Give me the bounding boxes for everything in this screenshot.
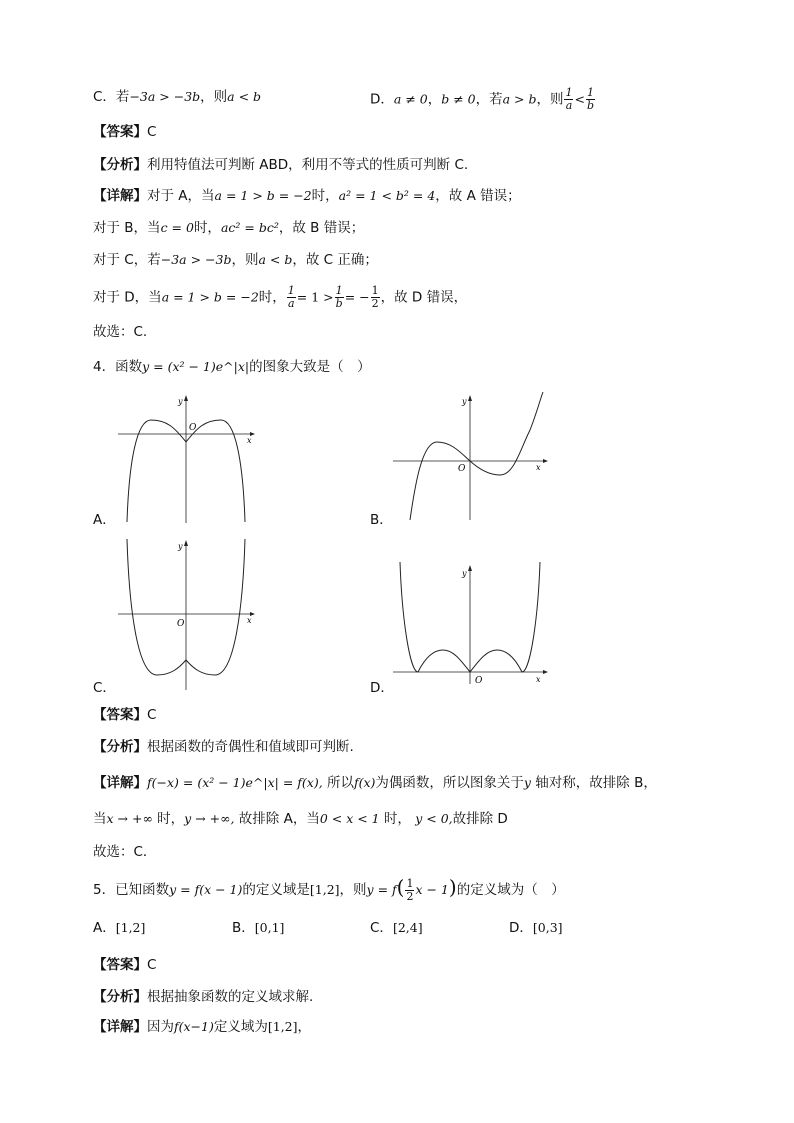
q3-option-c-math2: a < b [227, 89, 262, 104]
answer-tag: 【答案】 [93, 124, 147, 140]
conclusion-text: 故选：C. [93, 324, 148, 340]
q5-detail-1 [93, 1017, 311, 1037]
frac-den: a [288, 297, 295, 310]
math: y [523, 775, 531, 790]
option-value: [0,3] [532, 920, 563, 935]
graph-d [390, 560, 555, 690]
text: ，则 [339, 882, 367, 898]
graph-a [115, 390, 265, 525]
text: 时， [258, 289, 286, 306]
q3-option-d-m3: a > b [502, 91, 537, 107]
origin-label: O [189, 423, 197, 433]
math: f(x) [353, 775, 376, 790]
q5-option-b [232, 918, 284, 938]
y-axis-label: y [462, 397, 467, 406]
text: 对于 D，当 [93, 289, 162, 306]
paren-close: ) [448, 875, 457, 899]
math: a = 1 > b = −2 [161, 289, 259, 305]
y-axis-arrow [468, 565, 472, 571]
y-axis-arrow [184, 395, 188, 401]
text: 当 [93, 811, 107, 827]
x-axis-label: x [536, 463, 541, 472]
math: −3a > −3b [160, 252, 232, 267]
frac-num: 1 [586, 86, 594, 99]
text: 定义域为 [213, 1019, 268, 1035]
paren-open: ( [396, 875, 405, 899]
q5-stem [93, 877, 565, 903]
origin-label: O [177, 619, 185, 629]
answer-value: C [147, 707, 157, 723]
q4-conclusion [93, 842, 156, 862]
text: 轴对称，故排除 B， [535, 775, 657, 791]
frac-den: 2 [406, 889, 414, 903]
option-value: [1,2] [115, 920, 146, 935]
math: c = 0 [160, 220, 194, 235]
analysis-text: 利用特值法可判断 ABD，利用不等式的性质可判断 C. [147, 157, 469, 173]
analysis-text: 根据函数的奇偶性和值域即可判断. [147, 739, 354, 755]
text: 对于 B，当 [93, 220, 161, 236]
text: 时， [193, 220, 221, 236]
text: ，则 [231, 252, 259, 268]
analysis-text: 根据抽象函数的定义域求解. [147, 989, 314, 1005]
y-axis-arrow [468, 395, 472, 401]
text: 的图象大致是（ ） [249, 359, 371, 375]
q3-option-c-math1: −3a > −3b [129, 89, 201, 104]
q3-option-d [370, 87, 596, 112]
frac-num: 1 [565, 86, 573, 99]
q4-detail-1 [93, 773, 657, 793]
q3-option-d-s1: ， [427, 91, 442, 108]
math: y < 0, [415, 811, 453, 826]
math: f(x−1) [174, 1019, 214, 1034]
y-axis-arrow [184, 540, 188, 546]
text: 时， [311, 188, 339, 204]
frac-num: 1 [287, 284, 295, 297]
frac-1-over-a [287, 285, 296, 310]
q3-detail-3 [93, 250, 378, 270]
q4-answer [93, 705, 156, 725]
x-axis-label: x [247, 616, 252, 625]
math: y = f [366, 882, 397, 897]
math: [1,2] [267, 1019, 298, 1034]
answer-value: C [147, 957, 157, 973]
text: 的定义域为（ ） [456, 882, 565, 898]
q5-option-d [509, 918, 563, 938]
option-label: A． [93, 920, 116, 936]
x-axis-label: x [247, 436, 252, 445]
option-label: C． [370, 920, 393, 936]
math: [1,2] [309, 882, 340, 897]
q3-option-d-label: D． [370, 91, 394, 108]
text: ，故 C 正确； [292, 252, 378, 268]
q4-stem [93, 357, 371, 377]
math: a < b [258, 252, 293, 267]
graph-b [390, 390, 555, 525]
q3-conclusion [93, 322, 147, 342]
detail-tag: 【详解】 [93, 188, 147, 204]
math: x → +∞ [106, 811, 153, 826]
q3-option-d-s3: ，则 [536, 91, 564, 108]
q3-option-c-label: C．若 [93, 89, 130, 105]
x-axis-arrow [543, 459, 548, 463]
q3-detail-1 [93, 186, 521, 206]
text: 4．函数 [93, 359, 143, 375]
q5-option-a [93, 918, 145, 938]
text: 因为 [147, 1019, 174, 1035]
analysis-tag: 【分析】 [93, 739, 147, 755]
y-axis-label: y [178, 542, 183, 551]
text: ， [297, 1019, 311, 1035]
frac-den: b [335, 297, 343, 310]
answer-tag: 【答案】 [93, 957, 147, 973]
frac-1-over-2 [371, 285, 380, 310]
analysis-tag: 【分析】 [93, 989, 147, 1005]
answer-value: C [147, 124, 157, 140]
text: ，故 A 错误； [435, 188, 521, 204]
text: 时， [383, 811, 411, 827]
graph-b-label: B． [370, 512, 393, 528]
q5-analysis [93, 987, 313, 1007]
text: 5．已知函数 [93, 882, 170, 898]
detail-tag: 【详解】 [93, 1019, 147, 1035]
math: y → +∞, [184, 811, 235, 826]
q3-option-d-m1: a ≠ 0 [393, 91, 428, 107]
q3-detail-2 [93, 218, 364, 238]
answer-tag: 【答案】 [93, 707, 147, 723]
graph-a-label: A． [93, 512, 116, 528]
q3-option-d-s2: ，若 [475, 91, 503, 108]
q4-analysis [93, 737, 354, 757]
text: 的定义域是 [242, 882, 310, 898]
option-label: B． [232, 920, 255, 936]
text: 所以 [326, 775, 354, 791]
detail-tag: 【详解】 [93, 775, 147, 791]
frac-num: 1 [406, 876, 414, 890]
analysis-tag: 【分析】 [93, 157, 147, 173]
option-value: [2,4] [392, 920, 423, 935]
math: y = f(x − 1) [169, 882, 243, 897]
q3-option-c [93, 87, 261, 107]
text: ，故 B 错误； [278, 220, 365, 236]
option-value: [0,1] [254, 920, 285, 935]
text: 对于 A，当 [147, 188, 215, 204]
curve [410, 392, 543, 520]
math: f(−x) = (x² − 1)e^|x| = f(x), [147, 775, 323, 790]
text: 故排除 A，当 [238, 811, 320, 827]
math: y = (x² − 1)e^|x| [142, 359, 250, 374]
math: a² = 1 < b² = 4 [338, 188, 436, 203]
math: a = 1 > b = −2 [214, 188, 312, 203]
math: = 1 > [296, 289, 334, 305]
option-label: D． [509, 920, 533, 936]
frac-num: 1 [335, 284, 343, 297]
frac-den: b [586, 99, 595, 112]
graph-c-label: C． [93, 680, 116, 696]
q3-option-d-frac1 [564, 87, 573, 112]
text: 时， [157, 811, 185, 827]
text: ，故 D 错误， [380, 289, 468, 306]
graph-c [115, 535, 265, 695]
x-axis-arrow [543, 670, 548, 674]
q3-analysis [93, 155, 468, 175]
text: 为偶函数，所以图象关于 [375, 775, 524, 791]
frac-1-over-2 [405, 878, 414, 903]
frac-den: 2 [371, 297, 379, 310]
y-axis-label: y [178, 397, 183, 406]
math: ac² = bc² [220, 220, 279, 235]
math: x − 1 [415, 882, 449, 897]
origin-label: O [458, 464, 466, 474]
q4-detail-2 [93, 809, 508, 829]
frac-num: 1 [371, 284, 379, 297]
q3-detail-4 [93, 285, 467, 310]
math: 0 < x < 1 [319, 811, 380, 826]
frac-den: a [565, 99, 573, 112]
math: = − [344, 289, 370, 305]
q3-option-d-frac2 [586, 87, 595, 112]
y-axis-label: y [462, 569, 467, 578]
q3-answer [93, 122, 156, 142]
q5-answer [93, 955, 156, 975]
origin-label: O [475, 676, 483, 686]
graph-d-label: D． [370, 680, 394, 696]
frac-1-over-b [335, 285, 344, 310]
text: 故排除 D [452, 811, 508, 827]
text: 对于 C，若 [93, 252, 161, 268]
x-axis-label: x [536, 675, 541, 684]
q5-option-c [370, 918, 423, 938]
q3-option-d-lt: < [574, 91, 585, 107]
conclusion-text: 故选：C． [93, 844, 157, 860]
q3-option-c-mid: ，则 [200, 89, 228, 105]
q3-option-d-m2: b ≠ 0 [441, 91, 476, 107]
